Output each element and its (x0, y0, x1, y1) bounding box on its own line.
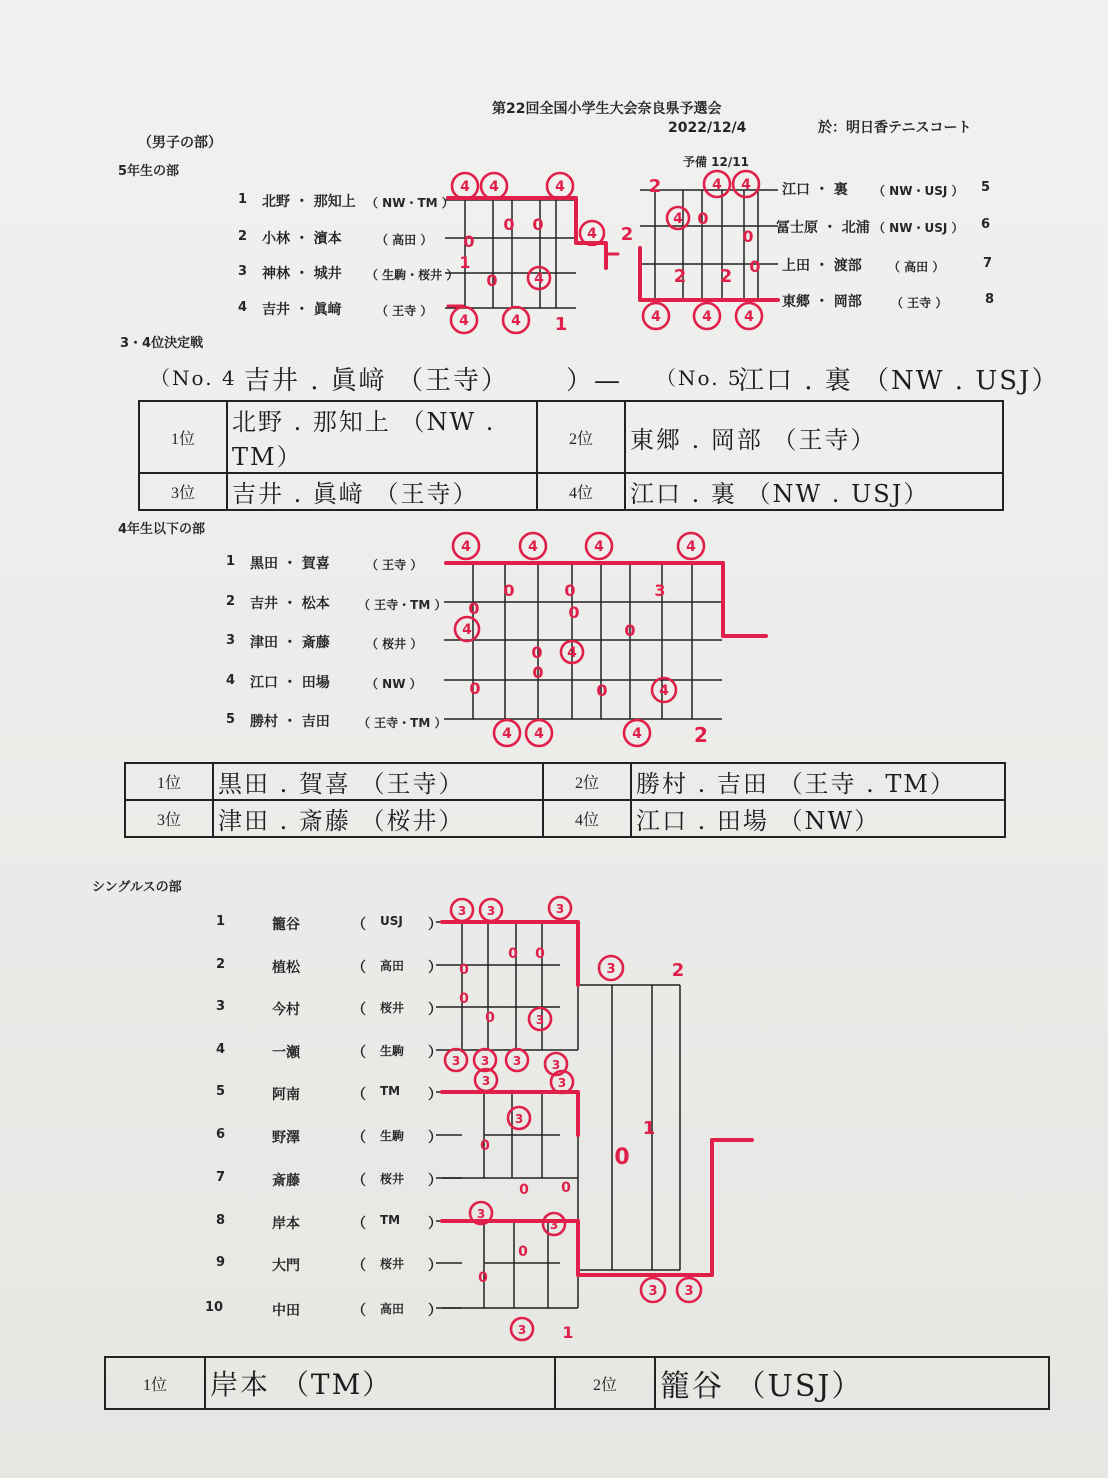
singles-player-name: 籠谷 (272, 917, 300, 933)
svg-text:4: 4 (673, 211, 683, 227)
svg-text:4: 4 (489, 179, 499, 195)
svg-text:3: 3 (606, 962, 616, 977)
svg-text:4: 4 (587, 226, 597, 242)
svg-text:4: 4 (528, 539, 538, 555)
singles-club-close: ） (428, 1258, 442, 1274)
winner-circle-mark (561, 641, 583, 663)
score-number: 0 (480, 1138, 490, 1154)
winner-circle-mark (694, 303, 720, 329)
winner-circle-mark (528, 267, 550, 289)
svg-text:3: 3 (684, 1284, 694, 1299)
singles-final-winner (442, 1140, 752, 1275)
score-number: 0 (468, 599, 480, 618)
score-marks (445, 171, 762, 1342)
rank-label: 1位 (105, 1357, 205, 1409)
singles-player-club: 生駒 (380, 1044, 405, 1058)
score-number: 0 (532, 215, 544, 234)
score-number: 3 (654, 581, 666, 600)
grade5-team-no: 5 (981, 180, 991, 195)
rank-4-team: 江口 . 裏 （NW . USJ） (625, 473, 1003, 510)
grade4-team-name: 黒田 ・ 賀喜 (250, 556, 330, 572)
grade5-team-no: 4 (238, 300, 248, 315)
winner-circle-mark (733, 171, 759, 197)
svg-text:3: 3 (555, 902, 565, 916)
singles-player-no: 7 (216, 1170, 226, 1185)
svg-text:3: 3 (648, 1284, 658, 1299)
division-label: （男子の部） (138, 135, 222, 151)
score-number: 0 (459, 962, 469, 978)
score-number: 2 (694, 723, 708, 747)
svg-text:4: 4 (741, 177, 751, 193)
score-number: 2 (620, 224, 634, 245)
score-number: 0 (742, 227, 754, 246)
score-number: 0 (518, 1244, 528, 1260)
winner-circle-mark (624, 720, 650, 746)
grade5-team-name: 東郷 ・ 岡部 (782, 294, 862, 310)
winner-circle-mark (451, 307, 477, 333)
singles-club-close: ） (428, 917, 442, 933)
winner-circle-mark (652, 678, 676, 702)
svg-text:4: 4 (651, 309, 661, 325)
singles-club-open: （ (352, 1258, 366, 1274)
score-number: 1 (562, 1323, 574, 1342)
grade5-team-club: （ NW・TM ） (366, 196, 454, 210)
singles-player-name: 一瀬 (272, 1045, 300, 1061)
svg-text:4: 4 (462, 622, 472, 638)
svg-text:4: 4 (686, 539, 696, 555)
score-number: 0 (564, 581, 576, 600)
grade5-team-no: 3 (238, 264, 248, 279)
singles-club-open: （ (352, 917, 366, 933)
winner-circle-mark (470, 1202, 492, 1224)
score-number: 0 (749, 257, 761, 276)
score-number: 0 (535, 946, 545, 962)
tournament-date: 2022/12/4 (668, 120, 747, 136)
svg-text:3: 3 (517, 1323, 527, 1337)
grade5-team-club: （ 高田 ） (888, 260, 945, 274)
singles-player-name: 今村 (272, 1002, 300, 1018)
score-number: 0 (614, 1145, 630, 1170)
svg-text:3: 3 (457, 904, 467, 918)
winner-circle-mark (547, 173, 573, 199)
winner-circle-mark (503, 307, 529, 333)
winner-circle-mark (580, 221, 604, 245)
winner-circle-mark (506, 1049, 528, 1071)
grade5-reserve-note: 予備 12/11 (683, 155, 749, 169)
singles-club-open: （ (352, 1216, 366, 1232)
singles-player-club: TM (380, 1213, 401, 1227)
singles-player-club: 高田 (380, 959, 405, 973)
rank-label: 4位 (543, 800, 631, 837)
singles-player-no: 3 (216, 999, 226, 1014)
winner-circle-mark (445, 1049, 467, 1071)
score-number: 0 (519, 1182, 529, 1198)
score-number: 0 (459, 991, 469, 1007)
grade5-team-name: 小林 ・ 濱本 (262, 231, 342, 247)
svg-text:4: 4 (511, 313, 521, 329)
svg-text:3: 3 (451, 1054, 461, 1068)
grade4-team-club: （ 桜井 ） (366, 637, 423, 651)
svg-text:4: 4 (534, 726, 544, 742)
winner-circle-mark (451, 899, 473, 921)
winner-circle-mark (586, 533, 612, 559)
singles-club-close: ） (428, 1002, 442, 1018)
grade4-team-club: （ 王寺・TM ） (358, 598, 447, 612)
rank-label: 4位 (537, 473, 625, 510)
singles-club-open: （ (352, 1173, 366, 1189)
svg-text:3: 3 (535, 1013, 545, 1027)
rank-1-team: 黒田 . 賀喜 （王寺） (213, 763, 543, 800)
score-number: 0 (508, 946, 518, 962)
rank-3-team: 津田 . 斎藤 （桜井） (213, 800, 543, 837)
grade5-team-name: 吉井 ・ 眞﨑 (262, 302, 342, 318)
rank-2-player: 籠谷 （USJ） (655, 1357, 1049, 1409)
singles-club-open: （ (352, 1303, 366, 1319)
svg-text:3: 3 (476, 1207, 486, 1221)
singles-player-no: 1 (216, 914, 226, 929)
grade4-team-name: 津田 ・ 斎藤 (250, 635, 330, 651)
singles-club-close: ） (428, 1303, 442, 1319)
singles-player-name: 野澤 (272, 1130, 300, 1146)
winner-circle-mark (667, 207, 689, 229)
winner-circle-mark (452, 173, 478, 199)
score-number: 1 (459, 253, 471, 272)
singles-player-name: 植松 (272, 960, 300, 976)
playoff-left-team: 吉井 . 眞﨑 （王寺） (244, 366, 510, 396)
singles-player-name: 阿南 (272, 1087, 300, 1103)
score-number: 0 (624, 621, 636, 640)
winner-circle-mark (549, 897, 571, 919)
singles-club-close: ） (428, 1216, 442, 1232)
winner-circle-mark (643, 303, 669, 329)
score-number: 1 (554, 314, 568, 335)
rank-label: 2位 (543, 763, 631, 800)
singles-player-no: 4 (216, 1042, 226, 1057)
grade4-team-club: （ 王寺 ） (366, 558, 423, 572)
svg-text:3: 3 (514, 1112, 524, 1126)
winner-circle-mark (543, 1213, 565, 1235)
singles-club-open: （ (352, 1002, 366, 1018)
winner-circle-mark (641, 1278, 665, 1302)
svg-text:4: 4 (555, 179, 565, 195)
singles-club-close: ） (428, 960, 442, 976)
singles-heading: シングルスの部 (92, 880, 182, 895)
red-bracket-lines (442, 198, 778, 1275)
svg-text:4: 4 (632, 726, 642, 742)
grade5-team-no: 6 (981, 217, 991, 232)
winner-circle-mark (678, 533, 704, 559)
grade5-team-name: 神林 ・ 城井 (262, 266, 342, 282)
grade5-team-name: 江口 ・ 裏 (782, 182, 848, 198)
score-number: 0 (503, 581, 515, 600)
grade5-team-no: 8 (985, 292, 995, 307)
score-number: 0 (485, 1010, 495, 1026)
singles-club-open: （ (352, 1045, 366, 1061)
grade5-team-no: 7 (983, 256, 993, 271)
tournament-title: 第22回全国小学生大会奈良県予選会 (492, 101, 722, 117)
svg-text:3: 3 (551, 1058, 561, 1072)
singles-player-no: 2 (216, 957, 226, 972)
rank-label: 3位 (125, 800, 213, 837)
score-number: 0 (596, 681, 608, 700)
winner-circle-mark (453, 533, 479, 559)
grade4-team-no: 1 (226, 554, 236, 569)
rank-label: 3位 (139, 473, 227, 510)
svg-text:4: 4 (502, 726, 512, 742)
venue: 於：明日香テニスコート (818, 120, 972, 136)
winner-circle-mark (474, 1049, 496, 1071)
playoff-left-no: （No. 4 (150, 366, 237, 390)
singles-club-close: ） (428, 1045, 442, 1061)
grade4-team-club: （ NW ） (366, 677, 422, 691)
svg-text:4: 4 (712, 177, 722, 193)
svg-text:3: 3 (549, 1218, 559, 1232)
playoff-heading: 3・4位決定戦 (120, 336, 204, 351)
grade5-team-club: （ NW・USJ ） (873, 221, 964, 235)
grade4-team-no: 3 (226, 633, 236, 648)
score-number: 1 (642, 1118, 656, 1139)
playoff-right-team: 江口 . 裏 （NW . USJ） (738, 366, 1060, 396)
grade4-team-name: 吉井 ・ 松本 (250, 596, 330, 612)
score-number: 2 (719, 266, 733, 287)
grade5-heading: 5年生の部 (118, 164, 180, 179)
grade4-team-no: 2 (226, 594, 236, 609)
singles-club-close: ） (428, 1173, 442, 1189)
rank-3-team: 吉井 . 眞﨑 （王寺） (227, 473, 537, 510)
rank-label: 1位 (139, 401, 227, 473)
score-number: 0 (531, 643, 543, 662)
singles-player-name: 大門 (272, 1258, 300, 1274)
svg-text:4: 4 (702, 309, 712, 325)
svg-text:4: 4 (460, 179, 470, 195)
rank-4-team: 江口 . 田場 （NW） (631, 800, 1005, 837)
score-number: 0 (532, 663, 544, 682)
winner-circle-mark (736, 303, 762, 329)
singles-player-club: 桜井 (380, 1001, 405, 1015)
score-number: 0 (697, 209, 709, 228)
score-number: 0 (486, 271, 498, 290)
winner-circle-mark (704, 171, 730, 197)
winner-circle-mark (677, 1278, 701, 1302)
grade4-team-name: 江口 ・ 田場 (250, 675, 330, 691)
grade5-team-club: （ 生駒・桜井 ） (366, 268, 459, 282)
playoff-right-no: （No. 5 (656, 366, 743, 390)
singles-player-no: 8 (216, 1213, 226, 1228)
playoff-dash: ）— (566, 366, 623, 396)
singles-club-open: （ (352, 1087, 366, 1103)
winner-circle-mark (481, 173, 507, 199)
singles-player-club: 生駒 (380, 1129, 405, 1143)
rank-2-team: 東郷 . 岡部 （王寺） (625, 401, 1003, 473)
rank-label: 2位 (555, 1357, 655, 1409)
singles-club-open: （ (352, 1130, 366, 1146)
grade5-team-no: 1 (238, 192, 248, 207)
singles-club-close: ） (428, 1087, 442, 1103)
grade5-team-club: （ NW・USJ ） (873, 184, 964, 198)
score-number: 0 (503, 215, 515, 234)
grade4-winner-path (446, 563, 766, 636)
grade5-team-name: 冨士原 ・ 北浦 (776, 220, 870, 236)
singles-club-close: ） (428, 1130, 442, 1146)
winner-circle-mark (475, 1069, 497, 1091)
score-number: 0 (463, 232, 475, 251)
singles-player-no: 9 (216, 1255, 226, 1270)
singles-player-name: 斎藤 (272, 1173, 300, 1189)
svg-text:4: 4 (744, 309, 754, 325)
singles-player-club: 桜井 (380, 1172, 405, 1186)
grade4-heading: 4年生以下の部 (118, 522, 206, 537)
singles-player-no: 6 (216, 1127, 226, 1142)
svg-text:3: 3 (481, 1074, 491, 1088)
svg-text:4: 4 (594, 539, 604, 555)
svg-text:4: 4 (459, 313, 469, 329)
rank-label: 1位 (125, 763, 213, 800)
winner-circle-mark (480, 899, 502, 921)
svg-text:4: 4 (461, 539, 471, 555)
grade5-team-no: 2 (238, 229, 248, 244)
singles-player-club: 高田 (380, 1302, 405, 1316)
rank-label: 2位 (537, 401, 625, 473)
singles-player-no: 10 (205, 1300, 224, 1315)
grade5-team-name: 上田 ・ 渡部 (782, 258, 862, 274)
score-number: 0 (561, 1180, 571, 1196)
grade5-team-club: （ 王寺 ） (891, 296, 948, 310)
singles-player-no: 5 (216, 1084, 226, 1099)
grade5-team-club: （ 高田 ） (376, 233, 433, 247)
singles-club-open: （ (352, 960, 366, 976)
score-number: 0 (568, 603, 580, 622)
score-number: 0 (469, 679, 481, 698)
svg-text:3: 3 (486, 904, 496, 918)
rank-2-team: 勝村 . 吉田 （王寺 . TM） (631, 763, 1005, 800)
singles-player-club: 桜井 (380, 1257, 405, 1271)
grade4-team-no: 4 (226, 673, 236, 688)
grade4-team-name: 勝村 ・ 吉田 (250, 714, 330, 730)
rank-1-player: 岸本 （TM） (205, 1357, 555, 1409)
grade5-team-name: 北野 ・ 那知上 (262, 194, 356, 210)
svg-text:4: 4 (659, 683, 669, 699)
score-number: 2 (648, 176, 662, 197)
winner-circle-mark (520, 533, 546, 559)
svg-text:3: 3 (480, 1054, 490, 1068)
singles-player-name: 中田 (272, 1303, 300, 1319)
svg-text:3: 3 (557, 1076, 567, 1090)
svg-text:4: 4 (534, 271, 544, 287)
singles-player-club: TM (380, 1084, 401, 1098)
winner-circle-mark (494, 720, 520, 746)
winner-circle-mark (511, 1318, 533, 1340)
winner-circle-mark (599, 956, 623, 980)
rank-1-team: 北野 . 那知上 （NW . TM） (227, 401, 537, 473)
winner-circle-mark (529, 1008, 551, 1030)
grade4-team-no: 5 (226, 712, 236, 727)
grade4-team-club: （ 王寺・TM ） (358, 716, 447, 730)
svg-text:3: 3 (512, 1054, 522, 1068)
score-number: 2 (671, 960, 685, 981)
singles-player-name: 岸本 (272, 1216, 300, 1232)
winner-circle-mark (455, 617, 479, 641)
winner-circle-mark (526, 720, 552, 746)
score-number: 0 (478, 1270, 488, 1286)
score-number: 2 (673, 266, 687, 287)
svg-text:4: 4 (567, 645, 577, 661)
grade5-team-club: （ 王寺 ） (376, 304, 433, 318)
singles-player-club: USJ (380, 914, 403, 928)
